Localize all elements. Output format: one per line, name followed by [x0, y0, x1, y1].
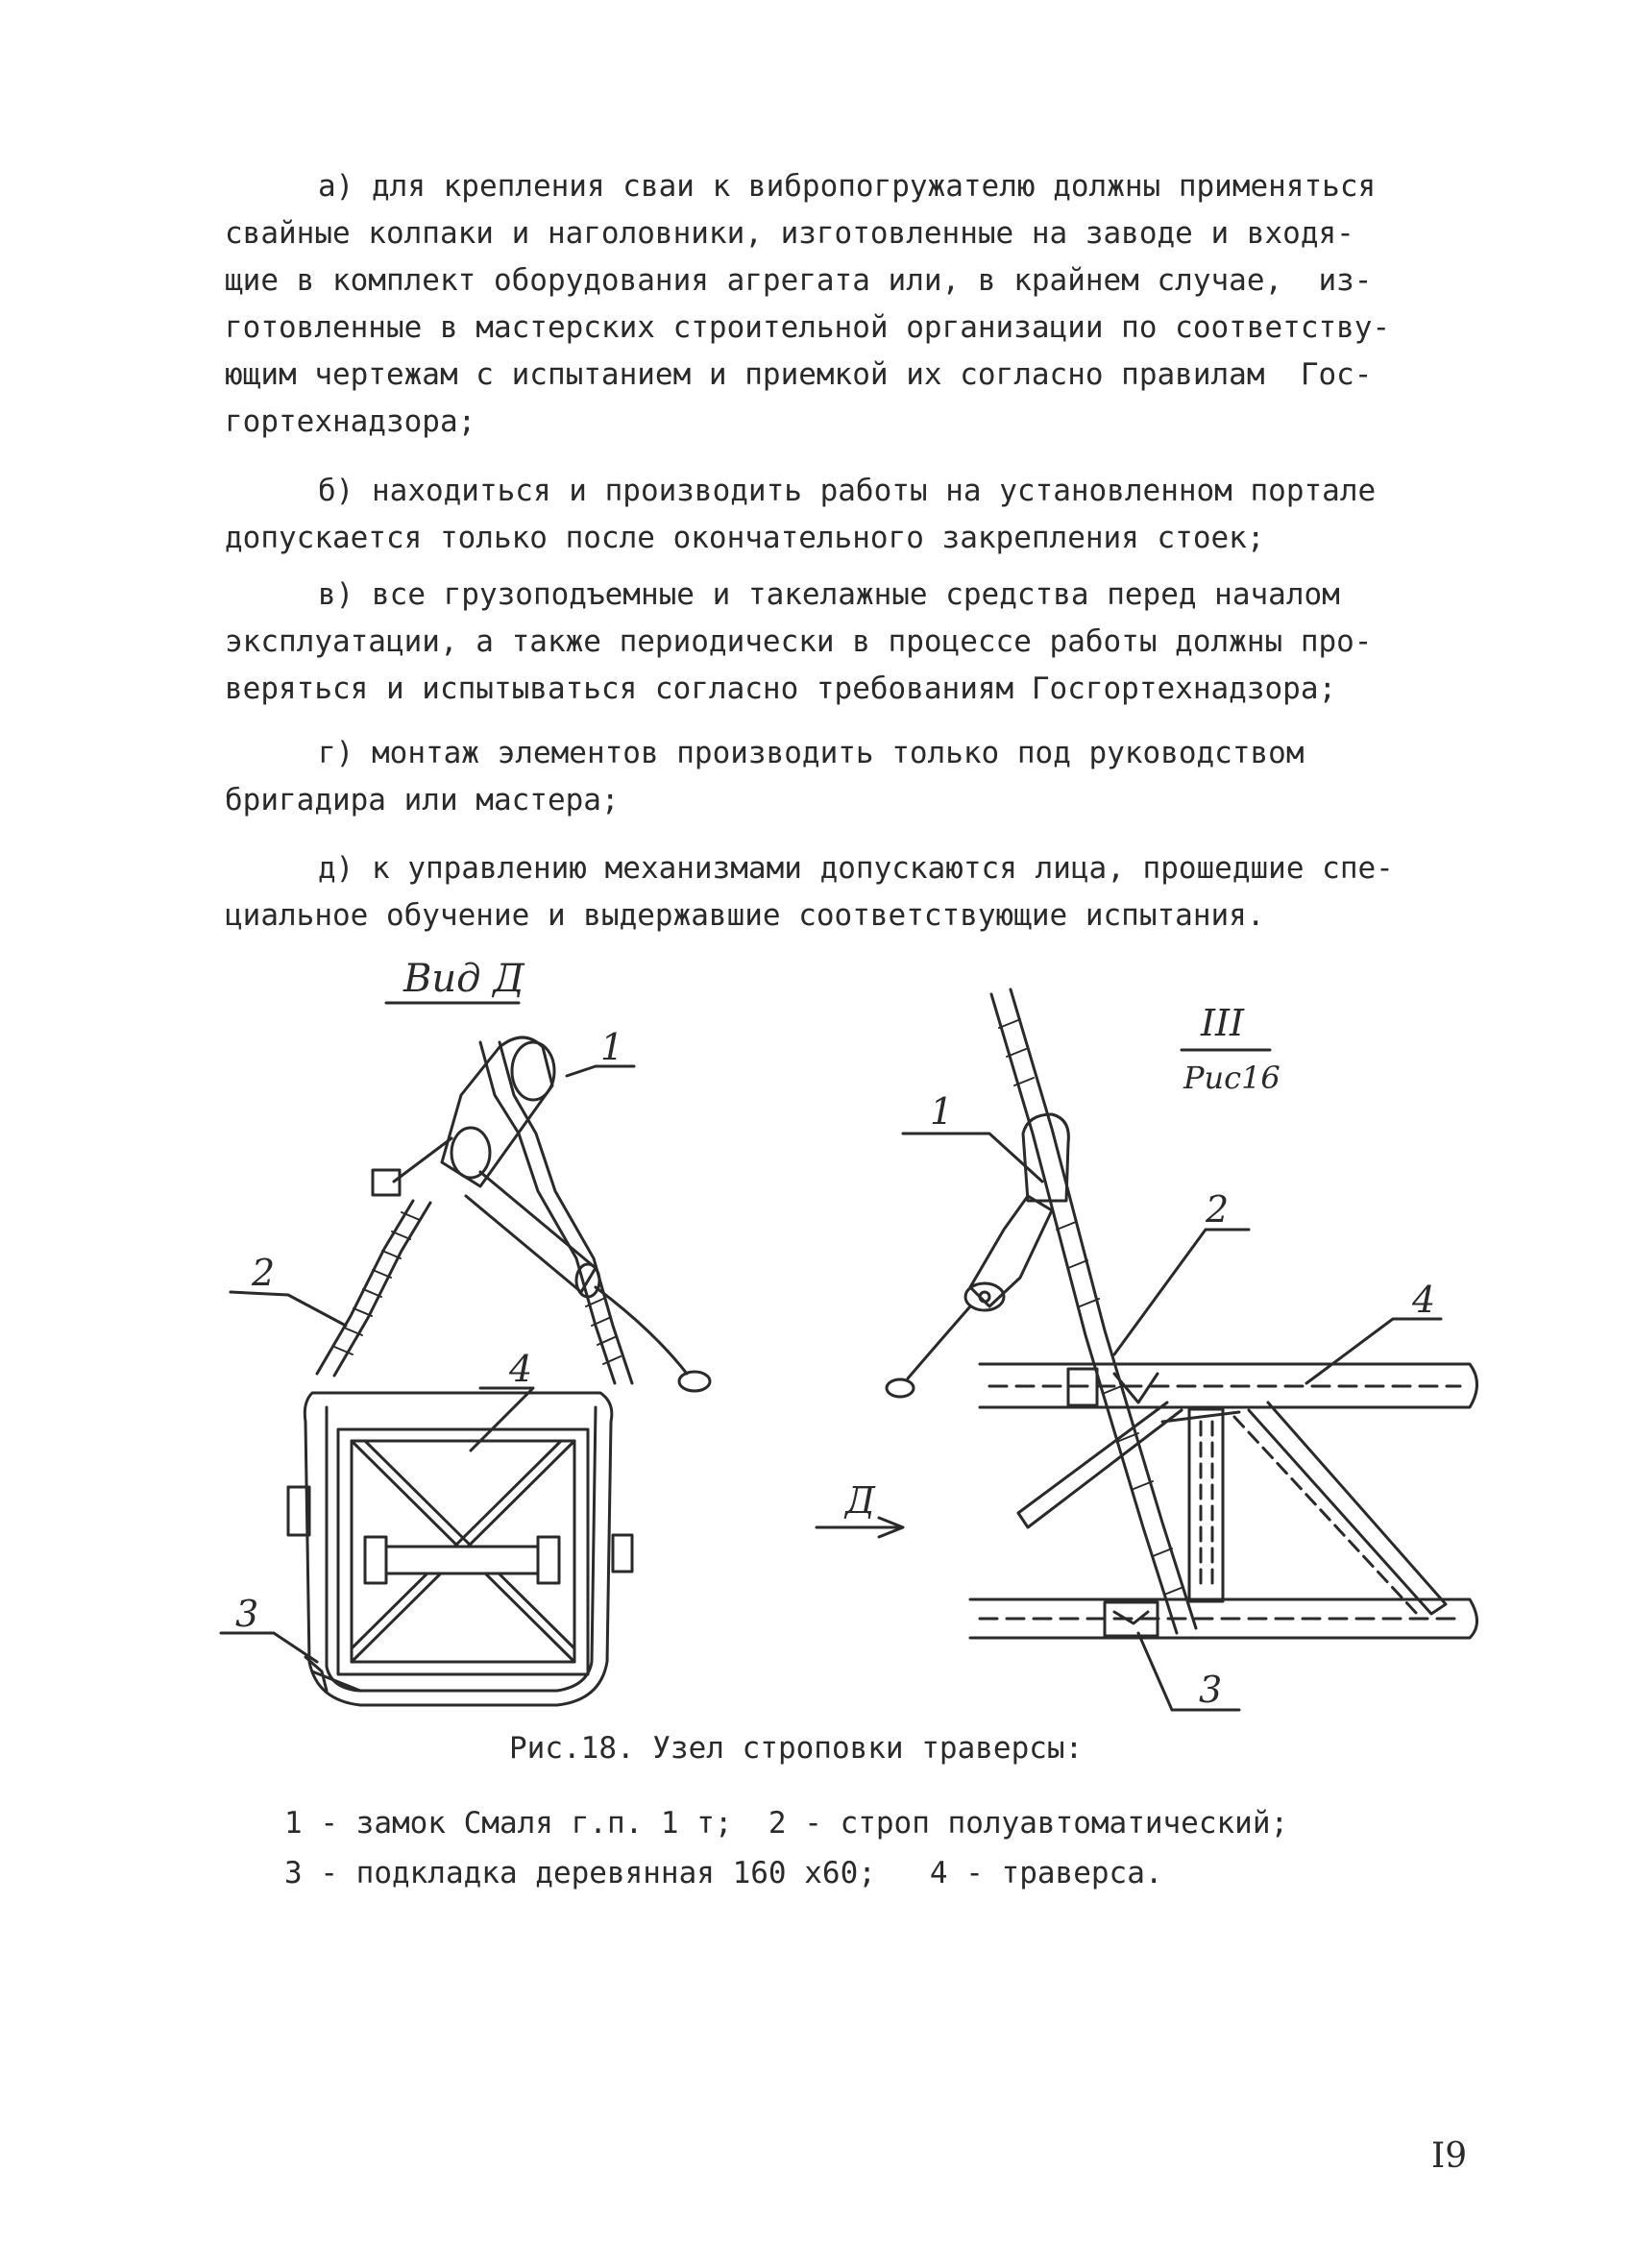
right-sling-ropes: [991, 989, 1196, 1633]
section-ref-figure: Рис16: [1183, 1060, 1280, 1096]
text-line: гортехнадзора;: [225, 404, 476, 439]
left-view-drawing: [221, 957, 710, 1705]
text-line: ющим чертежам с испытанием и приемкой их согласно правилам Гос-: [225, 357, 1373, 392]
callout-2-label: 2: [1206, 1188, 1230, 1231]
text-line: готовленные в мастерских строительной организации по соответству-: [225, 310, 1391, 345]
traverse-beams-right: [970, 1364, 1477, 1638]
left-sling-ropes: [317, 1042, 632, 1383]
view-direction-arrow: [817, 1479, 903, 1537]
figure-legend-line: 3 - подкладка деревянная 160 х60; 4 - траверса.: [284, 1856, 1163, 1890]
callout-1-label: 1: [600, 1026, 624, 1068]
lock-assembly-right: [887, 1114, 1068, 1397]
view-arrow-label: Д: [845, 1479, 875, 1522]
text-line: свайные колпаки и наголовники, изготовленные на заводе и входя-: [225, 216, 1354, 251]
callout-3-label: 3: [235, 1593, 259, 1635]
text-line: в) все грузоподъемные и такелажные средства перед началом: [318, 577, 1340, 612]
figure-legend-line: 1 - замок Смаля г.п. 1 т; 2 - строп полуавтоматический;: [284, 1806, 1289, 1841]
right-view-drawing: [817, 989, 1477, 1711]
text-line: циальное обучение и выдержавшие соответствующие испытания.: [225, 898, 1265, 933]
text-line: щие в комплект оборудования агрегата или, в крайнем случае, из-: [225, 263, 1373, 298]
traverse-frame-left: [288, 1393, 632, 1705]
text-line: б) находиться и производить работы на установленном портале: [318, 474, 1377, 508]
text-line: допускается только после окончательного закрепления стоек;: [225, 521, 1265, 555]
text-line: эксплуатации, а также периодически в процессе работы должны про-: [225, 624, 1373, 659]
callout-3-label: 3: [1199, 1669, 1223, 1711]
callout-4-label: 4: [1412, 1279, 1436, 1321]
view-title: Вид Д: [403, 957, 524, 1001]
text-line: бригадира или мастера;: [225, 783, 620, 817]
text-line: а) для крепления сваи к вибропогружателю должны применяться: [318, 169, 1377, 204]
callout-2-label: 2: [252, 1252, 276, 1294]
text-line: г) монтаж элементов производить только под руководством: [318, 736, 1305, 770]
page-number: I9: [1431, 2136, 1468, 2176]
callout-4-label: 4: [509, 1348, 533, 1390]
callout-1-label: 1: [930, 1090, 954, 1133]
text-line: д) к управлению механизмами допускаются лица, прошедшие спе-: [318, 851, 1394, 886]
text-line: веряться и испытываться согласно требованиям Госгортехнадзора;: [225, 671, 1337, 706]
section-ref-number: III: [1201, 1002, 1245, 1044]
figure-caption: Рис.18. Узел строповки траверсы:: [509, 1731, 1084, 1766]
